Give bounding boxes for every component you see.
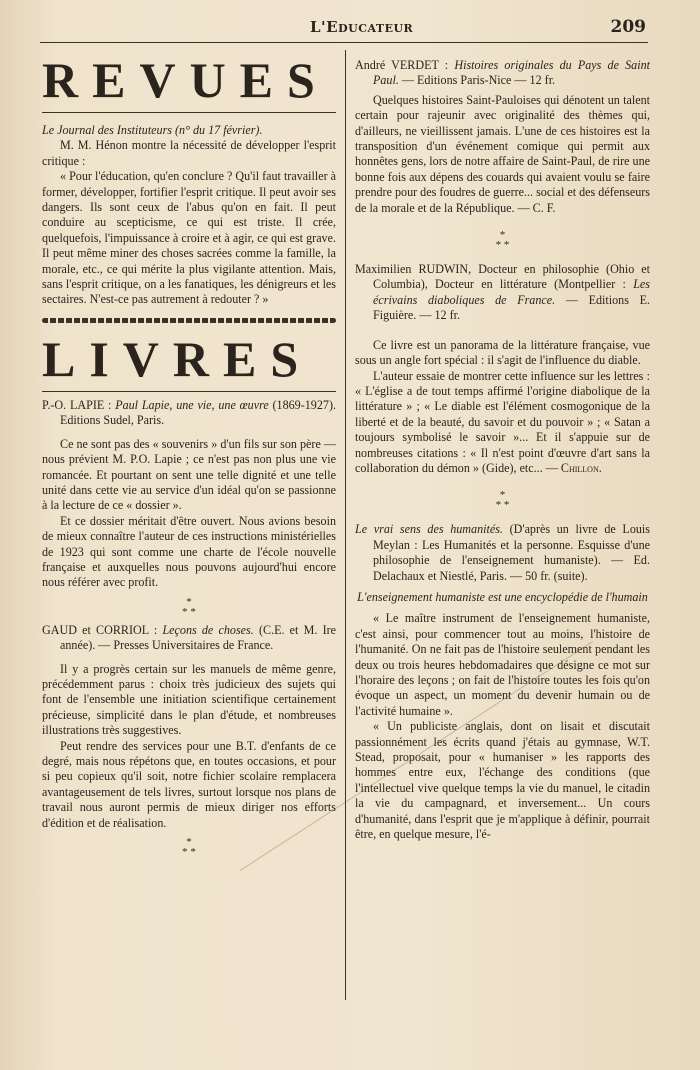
- asterism-separator: * * *: [495, 229, 510, 252]
- review-paragraph: Ce ne sont pas des « souvenirs » d'un fils sur son père — nous prévient M. P.O. Lapie ; ce n'est pas non plus une vie romancée. Et pourtant on sent une telle dignité et une telle unité dans cette vie au service d'un idéal qu'on se passionne à la lecture de ce « dossier ».: [42, 436, 336, 513]
- revue-quote: « Pour l'éducation, qu'en conclure ? Qu'il faut travailler à former, développer, fortifier l'esprit critique. Il peut avoir ses dangers. Ils sont ceux de l'abus qu'on en fait. Il peut conduire au scepticisme, ce qui est triste. Il crée, quelquefois, l'impuissance à croire et à agir, ce qui est grave. Il peut même miner des choses sacrées comme la famille, la morale, etc., ce qui mérite la plus vigilante attention. Mais, sans l'esprit critique, on a les fanatiques, les dénigreurs et les sectaires. N'est-ce pas autrement à redouter ? »: [42, 169, 336, 307]
- review-paragraph: Quelques histoires Saint-Pauloises qui dénotent un talent certain pour rajeunir avec originalité des thèmes qui, d'ailleurs, ne vieillissent jamais. L'une de ces histoires est la transposition d'un événement comique qui permit aux honnêtes gens, lors de notre affaire de Saint-Paul, de rire une bonne fois aux dépens des couards qui avaient voulu se faire prendre pour des foudres de guerre... social et des défenseurs de la morale et de la République. — C. F.: [355, 92, 650, 215]
- asterism-separator: * * *: [182, 595, 196, 618]
- article-subtitle: L'enseignement humaniste est une encyclopédie de l'humain: [357, 589, 648, 604]
- right-column: [355, 58, 650, 842]
- page-number: 209: [610, 17, 646, 37]
- section-title-revues: REVUES: [42, 52, 329, 108]
- signature: Chillon.: [560, 460, 602, 475]
- left-column: [42, 52, 336, 863]
- review-paragraph: Il y a progrès certain sur les manuels de même genre, précédemment parus : choix très judicieux des sujets qui font de l'ensemble une initiation scientifique certainement précieuse, simplicité dans le plan d'étude, et nombreuses illustrations très suggestives.: [42, 661, 336, 738]
- running-header: [40, 14, 648, 43]
- revue-intro: M. M. Hénon montre la nécessité de développer l'esprit critique :: [42, 138, 336, 168]
- book-reference-meylan: Le vrai sens des humanités. (D'après un livre de Louis Meylan : Les Humanités et la personne. Esquisse d'une philosophie de l'enseignement humaniste). — Ed. Delachaux et Niestlé, Paris. — 50 fr. (suite).: [355, 522, 650, 583]
- section-title-livres: LIVRES: [42, 330, 313, 387]
- book-reference-verdet: André VERDET : Histoires originales du Pays de Saint Paul. — Editions Paris-Nice — 12 fr.: [355, 58, 650, 88]
- asterism-separator: * * *: [182, 836, 196, 859]
- column-divider: [345, 50, 346, 1000]
- journal-title: L'Educateur: [310, 18, 414, 36]
- book-reference-lapie: P.-O. LAPIE : Paul Lapie, une vie, une œuvre (1869-1927). Editions Sudel, Paris.: [42, 397, 336, 428]
- review-paragraph: Ce livre est un panorama de la littérature française, vue sous un angle fort spécial : il s'agit de l'influence du diable.: [355, 337, 650, 368]
- review-paragraph: L'auteur essaie de montrer cette influence sur les lettres : « L'église a de tout temps affirmé l'origine diabolique de la littérature » ; « Le diable est l'élément cosmogonique de la liberté et de la beauté, du savoir et du pouvoir » ; « Satan a toujours symbolisé le savoir »... Et il s'appuie sur de nombreuses citations : « Il n'est point d'œuvre d'art sans la collaboration du démon » (Gide), etc... — Chillon.: [355, 368, 650, 475]
- review-paragraph: Et ce dossier méritait d'être ouvert. Nous avions besoin de mieux connaître l'auteur de ces instructions ministérielles de 1923 qui sont comme une charte de l'école nouvelle française et auxquelles nous pouvons aujourd'hui encore nous référer avec profit.: [42, 513, 336, 590]
- ornamental-rule: [42, 318, 336, 323]
- title-rule: [42, 112, 336, 113]
- book-reference-gaud: GAUD et CORRIOL : Leçons de choses. (C.E. et M. Ire année). — Presses Universitaires de France.: [42, 622, 336, 653]
- revue-reference: Le Journal des Instituteurs (n° du 17 février).: [42, 123, 263, 137]
- book-reference-rudwin: Maximilien RUDWIN, Docteur en philosophie (Ohio et Columbia), Docteur en littérature (Montpellier : Les écrivains diaboliques de France. — Editions E. Figuière. — 12 fr.: [355, 262, 650, 323]
- title-rule: [42, 391, 336, 392]
- review-paragraph: « Un publiciste anglais, dont on lisait et discutait passionnément les écrits quand j'étais au gymnase, W.T. Stead, proposait, pour « humaniser » les rapports des hommes entre eux, l'échange des conditions (que l'intellectuel vive quelque temps la vie du manuel, le citadin la vie du campagnard, et inversement... Un cours d'humanité, dans l'esprit que je m'applique à définir, pourrait être, en quelque mesure, l'é-: [355, 719, 650, 842]
- review-paragraph: Peut rendre des services pour une B.T. d'enfants de ce degré, mais nous répétons que, en toutes occasions, et pour si peu copieux qu'il soit, notre fichier scolaire remplacera avantageusement de tels livres, surtout lorsque nos plans de travail nous auront permis de mieux diriger nos efforts d'édition et de réalisation.: [42, 738, 336, 830]
- review-paragraph: « Le maître instrument de l'enseignement humaniste, c'est ainsi, pour commencer tout au moins, l'histoire de l'humanité. On ne fait pas de l'histoire seulement pendant les deux ou trois heures hebdomadaires que désigne ce mot sur l'horaire des leçons ; on fait de l'histoire toutes les fois qu'on évoque un aspect, un moment du devenir humain ou de l'activité humaine ».: [355, 611, 650, 718]
- asterism-separator: * * *: [495, 489, 510, 512]
